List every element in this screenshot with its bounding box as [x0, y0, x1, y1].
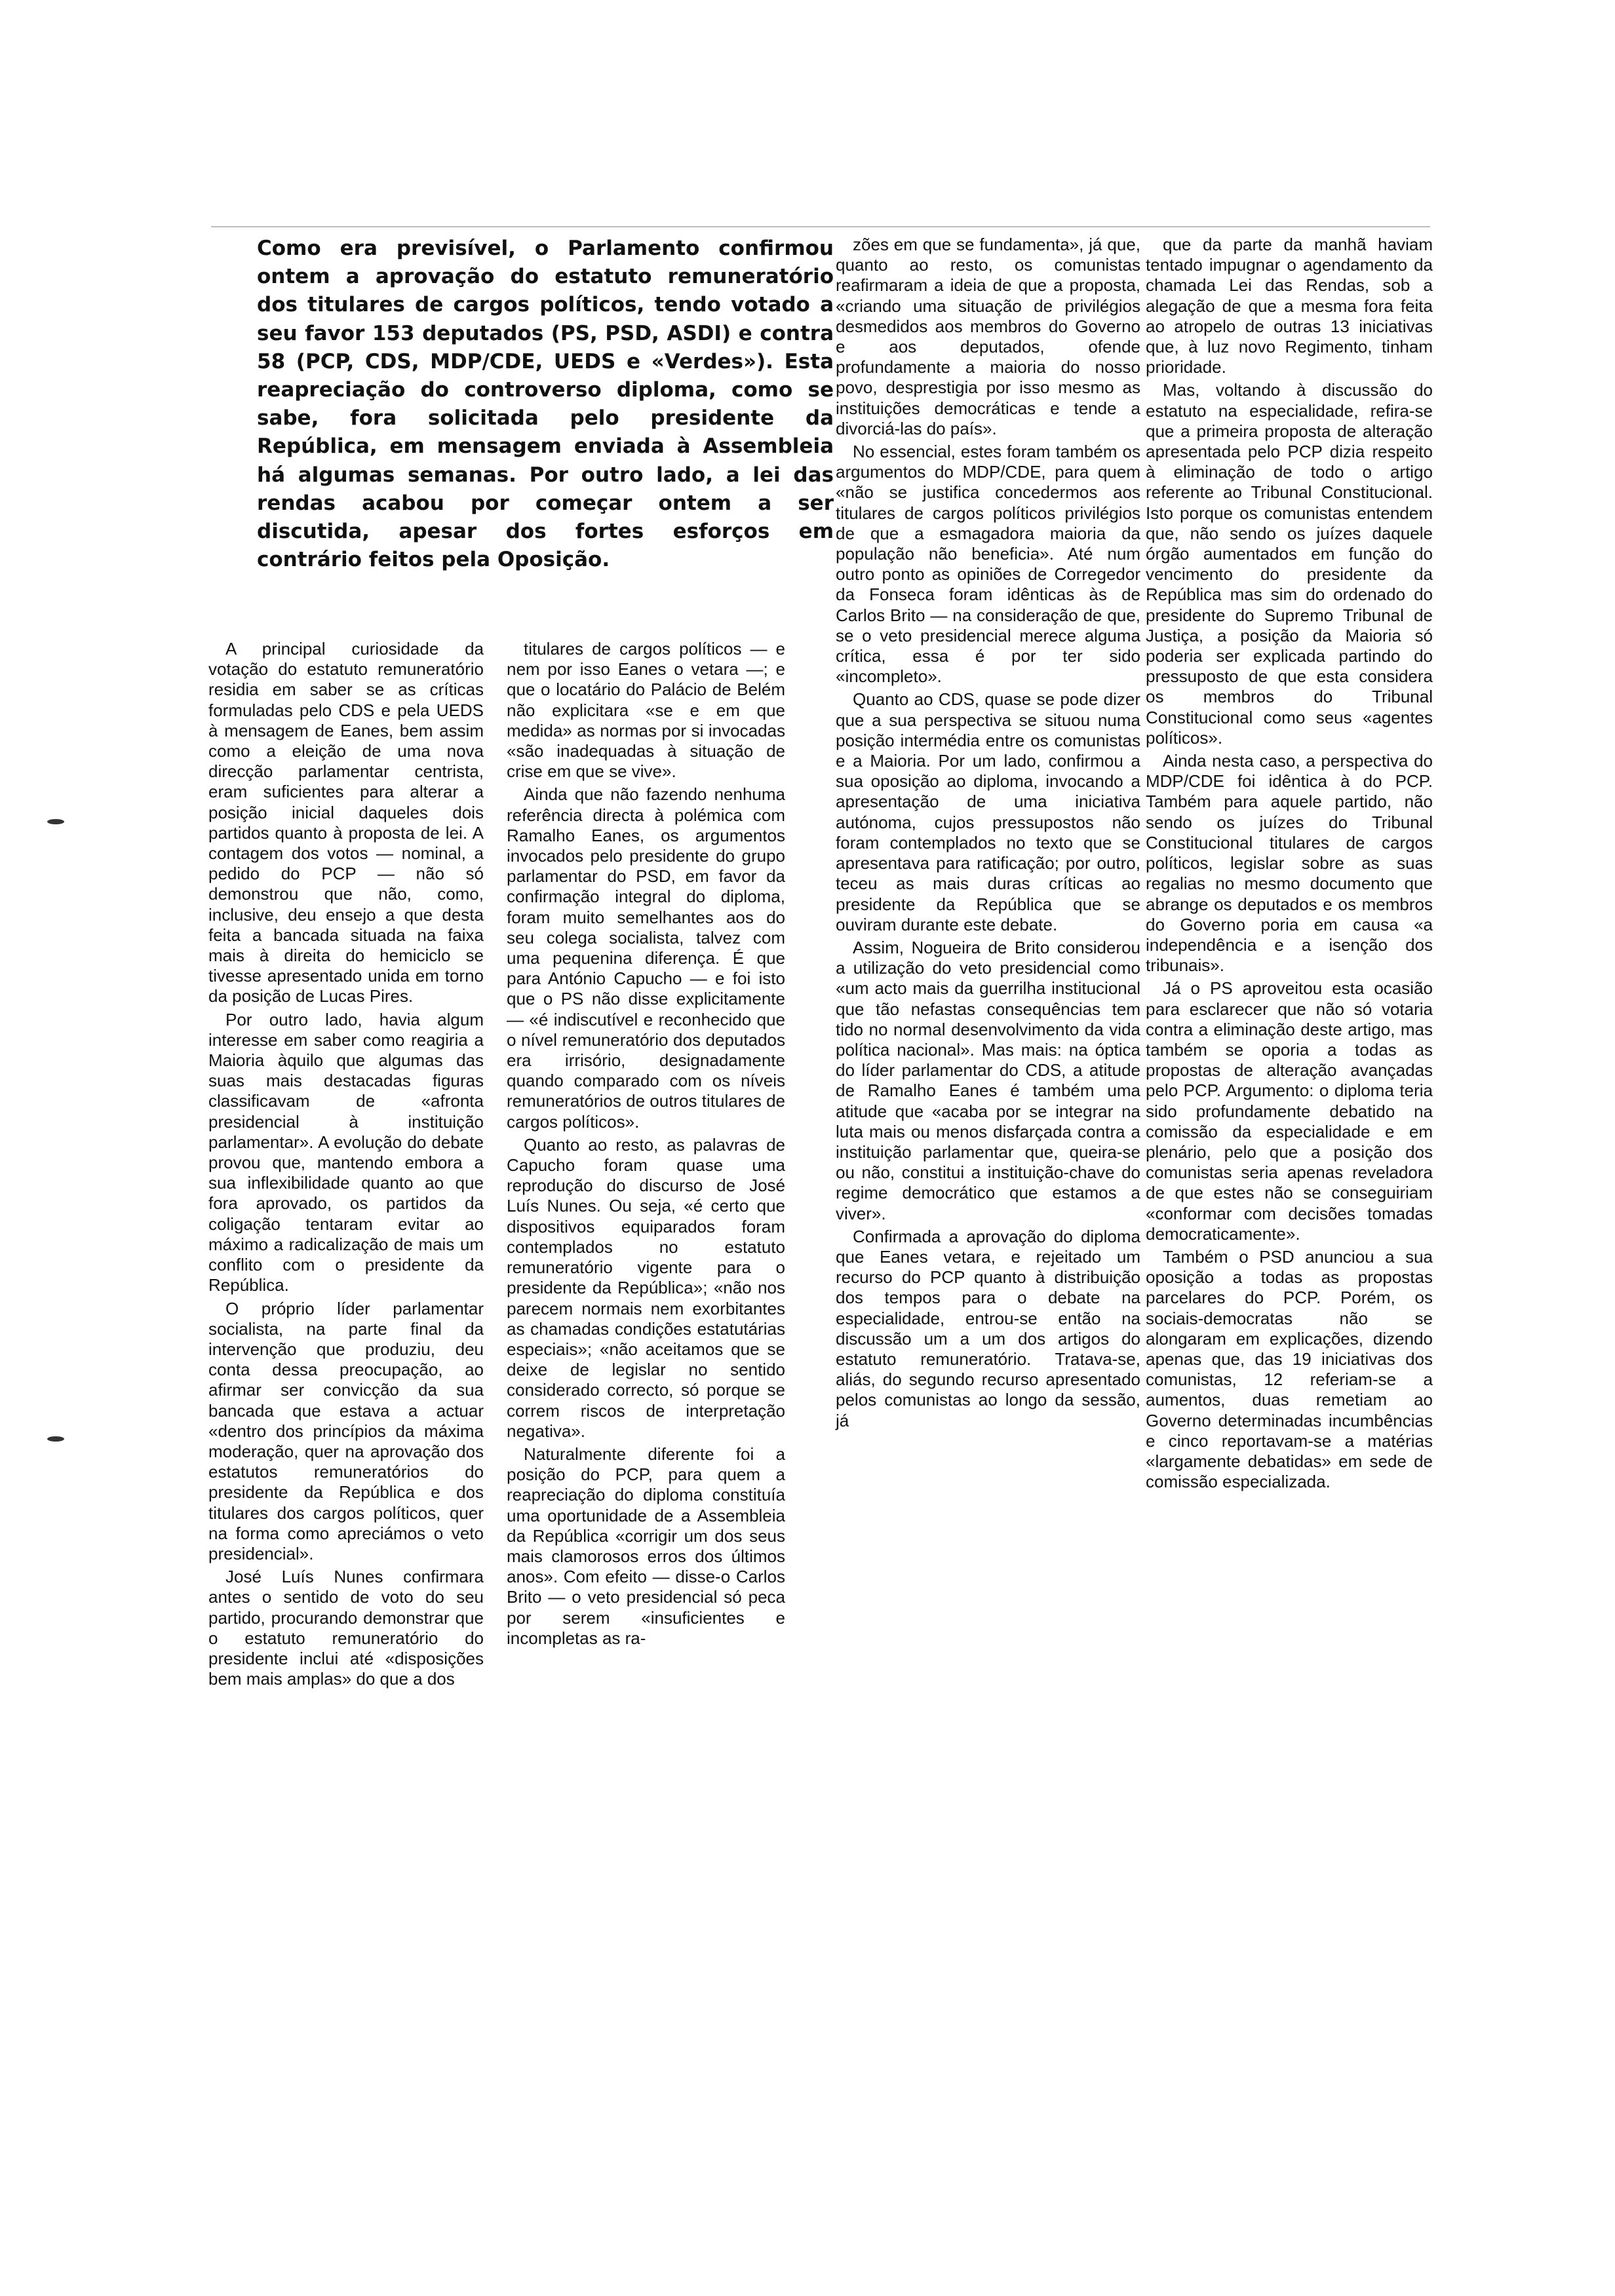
article-column-2: [507, 639, 785, 1649]
paragraph: Também o PSD anunciou a sua oposição a todas as propostas parcelares do PCP. Porém, os sociais-democratas não se alongaram em explicações, dizendo apenas que, das 19 iniciativas dos comunistas, 12 referiam-se a aumentos, duas remetiam ao Governo determinadas incumbências e cinco reportavam-se a matérias «largamente debatidas» em sede de comissão especializada.: [1146, 1246, 1433, 1492]
paragraph: zões em que se fundamenta», já que, quanto ao resto, os comunistas reafirmaram a ideia de que a proposta, «criando uma situação de privilégios desmedidos aos membros do Governo e aos deputados, ofende profundamente a maioria do nosso povo, desprestigia por isso mesmo as instituições democráticas e tende a divorciá-las do país».: [836, 235, 1140, 438]
paragraph: Assim, Nogueira de Brito considerou a utilização do veto presidencial como «um acto mais da guerrilha institucional que tão nefastas consequências tem tido no normal desenvolvimento da vida política nacional». Mas mais: na óptica do líder parlamentar do CDS, a atitude de Ramalho Eanes é também uma atitude que «acaba por se integrar na luta mais ou menos disfarçada contra a instituição parlamentar que, queira-se ou não, constitui a instituição-chave do regime democrático que estamos a viver».: [836, 937, 1140, 1223]
article-lead: Como era previsível, o Parlamento confirmou ontem a aprovação do estatuto remuneratório dos titulares de cargos políticos, tendo votado a seu favor 153 deputados (PS, PSD, ASDI) e contra 58 (PCP, CDS, MDP/CDE, UEDS e «Verdes»). Esta reapreciação do controverso diploma, como se sabe, fora solicitada pelo presidente da República, em mensagem enviada à Assembleia há algumas semanas. Por outro lado, a lei das rendas acabou por começar ontem a ser discutida, apesar dos fortes esforços em contrário feitos pela Oposição.: [257, 237, 834, 572]
paragraph: O próprio líder parlamentar socialista, na parte final da intervenção que produziu, deu conta dessa preocupação, ao afirmar ser convicção da sua bancada que estava a actuar «dentro dos princípios da máxima moderação, quer na aprovação dos estatutos remuneratórios do presidente da República e dos titulares dos cargos políticos, quer na forma como apreciámos o veto presidencial».: [208, 1298, 484, 1563]
top-rule: [211, 226, 1430, 227]
scan-mark: [47, 1436, 64, 1442]
paragraph: Ainda nesta caso, a perspectiva do MDP/CDE foi idêntica à do PCP. Também para aquele partido, não sendo os juízes do Tribunal Constitucional titulares de cargos políticos, legislar sobre as suas regalias no mesmo documento que abrange os deputados e os membros do Governo poria em causa «a independência e a isenção dos tribunais».: [1146, 751, 1433, 976]
scan-mark: [47, 819, 64, 824]
article-column-1: [208, 639, 484, 1689]
paragraph: que da parte da manhã haviam tentado impugnar o agendamento da chamada Lei das Rendas, sob a alegação de que a mesma fora feita ao atropelo de outras 13 iniciativas que, à luz novo Regimento, tinham prioridade.: [1146, 235, 1433, 377]
paragraph: titulares de cargos políticos — e nem por isso Eanes o vetara —; e que o locatário do Palácio de Belém não explicitara «se e em que medida» as normas por si invocadas «são inadequadas à situação de crise em que se vive».: [507, 639, 785, 782]
paragraph: Já o PS aproveitou esta ocasião para esclarecer que não só votaria contra a eliminação deste artigo, mas também se oporia a todas as propostas de alteração avançadas pelo PCP. Argumento: o diploma teria sido profundamente debatido na comissão da especialidade e em plenário, pelo que a posição dos comunistas seria apenas reveladora de que estes não se conseguiriam «conformar com decisões tomadas democraticamente».: [1146, 978, 1433, 1244]
paragraph: Ainda que não fazendo nenhuma referência directa à polémica com Ramalho Eanes, os argumentos invocados pelo presidente do grupo parlamentar do PSD, em favor da confirmação integral do diploma, foram muito semelhantes aos do seu colega socialista, talvez com uma pequenina diferença. É que para António Capucho — e foi isto que o PS não disse explicitamente — «é indiscutível e reconhecido que o nível remuneratório dos deputados era irrisório, designadamente quando comparado com os níveis remuneratórios de outros titulares de cargos políticos».: [507, 784, 785, 1132]
article-column-3: [836, 235, 1140, 1431]
paragraph: Quanto ao CDS, quase se pode dizer que a sua perspectiva se situou numa posição intermédia entre os comunistas e a Maioria. Por um lado, confirmou a sua oposição ao diploma, invocando a apresentação de uma iniciativa autónoma, cujos pressupostos não foram contemplados no texto que se apresentava para ratificação; por outro, teceu as mais duras críticas ao presidente da República que se ouviram durante este debate.: [836, 689, 1140, 934]
paragraph: No essencial, estes foram também os argumentos do MDP/CDE, para quem «não se justifica concedermos aos titulares de cargos políticos privilégios de que a esmagadora maioria da população não beneficia». Até num outro ponto as opiniões de Corregedor da Fonseca foram idênticas às de Carlos Brito — na consideração de que, se o veto presidencial merece alguma crítica, essa é por ter sido «incompleto».: [836, 442, 1140, 687]
paragraph: Por outro lado, havia algum interesse em saber como reagiria a Maioria àquilo que algumas das suas mais destacadas figuras classificavam de «afronta presidencial à instituição parlamentar». A evolução do debate provou que, mantendo embora a sua inflexibilidade quanto ao que fora aprovado, os partidos da coligação tentaram evitar ao máximo a radicalização de mais um conflito com o presidente da República.: [208, 1009, 484, 1295]
paragraph: José Luís Nunes confirmara antes o sentido de voto do seu partido, procurando demonstrar que o estatuto remuneratório do presidente inclui até «disposições bem mais amplas» do que a dos: [208, 1567, 484, 1689]
paragraph: A principal curiosidade da votação do estatuto remuneratório residia em saber se as críticas formuladas pelo CDS e pela UEDS à mensagem de Eanes, bem assim como a eleição de uma nova direcção parlamentar centrista, eram suficientes para alterar a posição inicial daqueles dois partidos quanto à proposta de lei. A contagem dos votos — nominal, a pedido do PCP — não só demonstrou que não, como, inclusive, deu ensejo a que desta feita a bancada situada na faixa mais à direita do hemiciclo se tivesse apresentado unida em torno da posição de Lucas Pires.: [208, 639, 484, 1006]
paragraph: Naturalmente diferente foi a posição do PCP, para quem a reapreciação do diploma constituía uma oportunidade de a Assembleia da República «corrigir um dos seus mais clamorosos erros dos últimos anos». Com efeito — disse-o Carlos Brito — o veto presidencial só peca por serem «insuficientes e incompletas as ra-: [507, 1444, 785, 1648]
paragraph: Quanto ao resto, as palavras de Capucho foram quase uma reprodução do discurso de José Luís Nunes. Ou seja, «é certo que dispositivos equiparados foram contemplados no estatuto remuneratório vigente para o presidente da República»; «não nos parecem normais nem exorbitantes as chamadas condições estatutárias especiais»; «não aceitamos que se deixe de legislar no sentido considerado correcto, só porque se correm riscos de interpretação negativa».: [507, 1134, 785, 1441]
paragraph: Mas, voltando à discussão do estatuto na especialidade, refira-se que a primeira proposta de alteração apresentada pelo PCP dizia respeito à eliminação de todo o artigo referente ao Tribunal Constitucional. Isto porque os comunistas entendem que, não sendo os juízes daquele órgão aumentados em função do vencimento do presidente da República mas sim do ordenado do presidente do Supremo Tribunal de Justiça, a posição da Maioria só poderia ser explicada partindo do pressuposto de que esta considera os membros do Tribunal Constitucional como seus «agentes políticos».: [1146, 380, 1433, 748]
article-column-4: [1146, 235, 1433, 1492]
paragraph: Confirmada a aprovação do diploma que Eanes vetara, e rejeitado um recurso do PCP quanto à distribuição dos tempos para o debate na especialidade, entrou-se então na discussão um a um dos artigos do estatuto remuneratório. Tratava-se, aliás, do segundo recurso apresentado pelos comunistas ao longo da sessão, já: [836, 1226, 1140, 1430]
